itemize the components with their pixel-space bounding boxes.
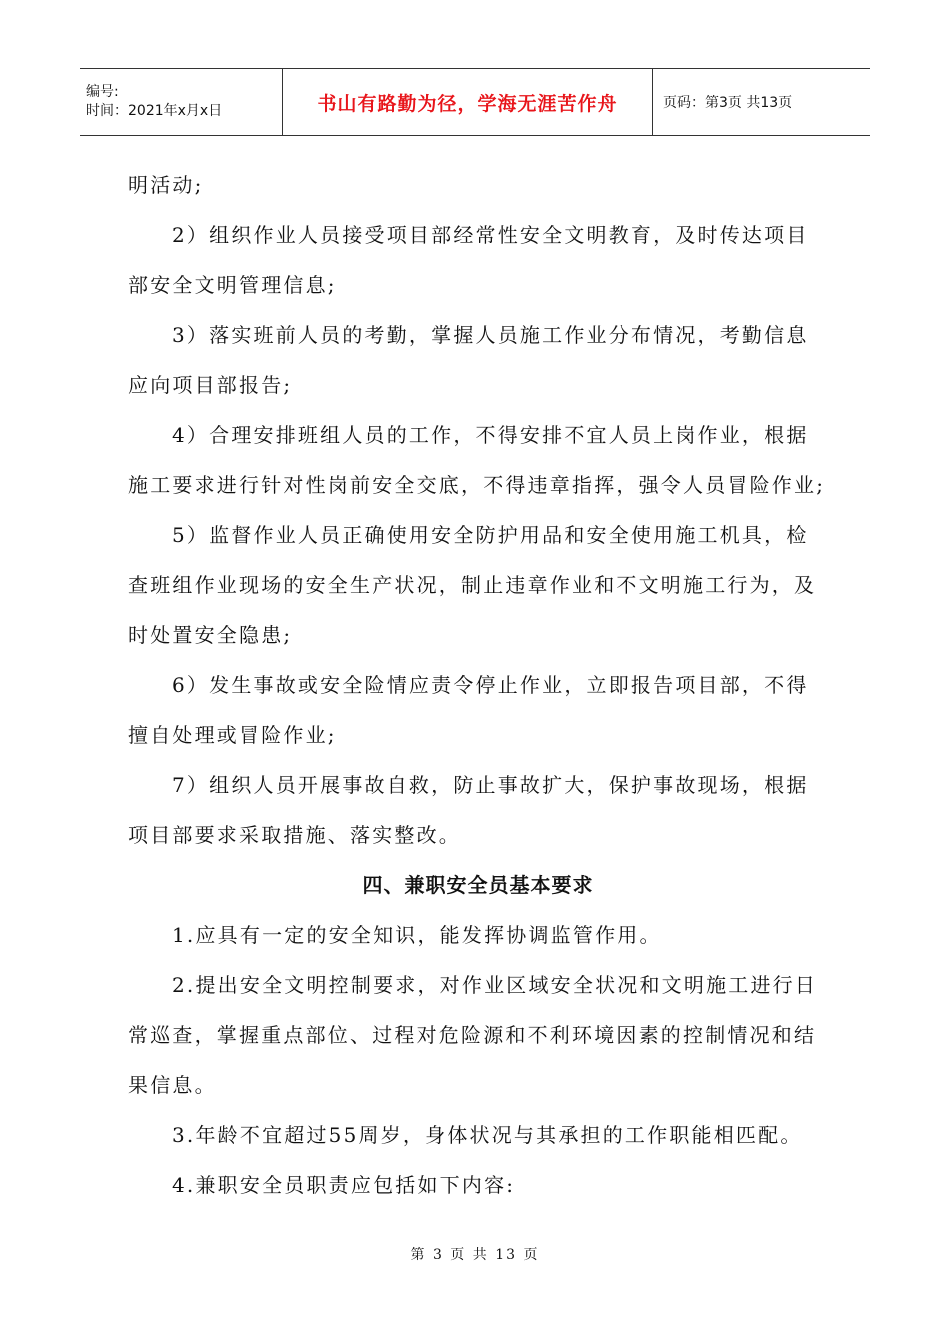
document-body: [128, 160, 828, 1210]
body-line: 项目部要求采取措施、落实整改。: [128, 823, 461, 847]
body-line: 2）组织作业人员接受项目部经常性安全文明教育，及时传达项目: [172, 223, 809, 247]
body-line: 4.兼职安全员职责应包括如下内容:: [172, 1173, 516, 1197]
body-line: 明活动;: [128, 173, 204, 197]
body-line: 6）发生事故或安全险情应责令停止作业，立即报告项目部，不得: [172, 673, 809, 697]
body-line: 1.应具有一定的安全知识，能发挥协调监管作用。: [172, 923, 662, 947]
page-footer: 第 3 页 共 13 页: [410, 1247, 540, 1263]
header-motto-cell: [283, 69, 653, 135]
body-line: 应向项目部报告;: [128, 373, 293, 397]
body-line: 查班组作业现场的安全生产状况，制止违章作业和不文明施工行为，及: [128, 573, 817, 597]
document-time-label: 时间：2021年x月x日: [86, 103, 223, 119]
body-line: 施工要求进行针对性岗前安全交底，不得违章指挥，强令人员冒险作业;: [128, 473, 826, 497]
body-line: 果信息。: [128, 1073, 217, 1097]
document-number-label: 编号:: [86, 84, 119, 100]
body-line: 时处置安全隐患;: [128, 623, 293, 647]
body-line: 5）监督作业人员正确使用安全防护用品和安全使用施工机具，检: [172, 523, 809, 547]
body-line: 3）落实班前人员的考勤，掌握人员施工作业分布情况，考勤信息: [172, 323, 809, 347]
page-header: [80, 68, 870, 136]
header-left-cell: [80, 69, 283, 135]
body-line: 4）合理安排班组人员的工作，不得安排不宜人员上岗作业，根据: [172, 423, 809, 447]
section-heading: 四、兼职安全员基本要求: [362, 873, 594, 897]
header-page-info: 页码：第3页 共13页: [663, 95, 793, 111]
header-page-cell: [653, 69, 870, 135]
body-line: 7）组织人员开展事故自救，防止事故扩大，保护事故现场，根据: [172, 773, 809, 797]
body-line: 部安全文明管理信息;: [128, 273, 337, 297]
body-line: 3.年龄不宜超过55周岁，身体状况与其承担的工作职能相匹配。: [172, 1123, 803, 1147]
header-motto: 书山有路勤为径，学海无涯苦作舟: [317, 92, 618, 115]
body-line: 擅自处理或冒险作业;: [128, 723, 337, 747]
body-line: 常巡查，掌握重点部位、过程对危险源和不利环境因素的控制情况和结: [128, 1023, 817, 1047]
body-line: 2.提出安全文明控制要求，对作业区域安全状况和文明施工进行日: [172, 973, 818, 997]
